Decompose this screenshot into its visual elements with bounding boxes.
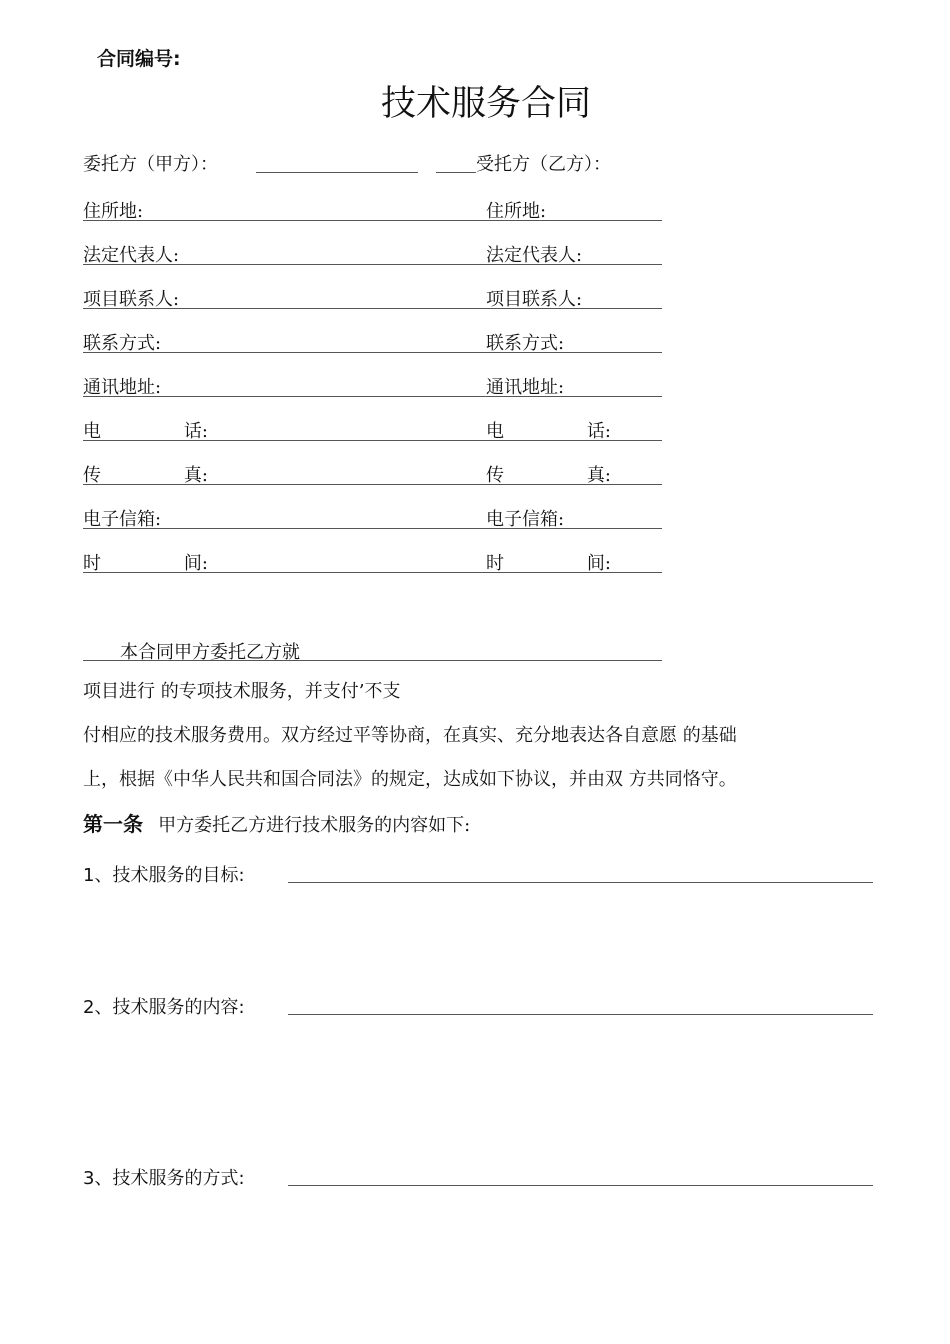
party-b-label: 受托方（乙方）： [476,154,611,175]
time-blank[interactable] [83,572,662,573]
time-char-2: 间: [586,553,611,574]
body-line-3: 付相应的技术服务费用。双方经过平等协商，在真实、充分地表达各自意愿 的基础 [83,725,737,746]
address-blank[interactable] [83,220,662,221]
item-goal-blank[interactable] [288,882,873,883]
item-content-blank[interactable] [288,1014,873,1015]
party-a-label: 委托方（甲方）： [83,154,218,175]
project-name-blank[interactable] [83,660,662,661]
phone-char-2: 话: [586,421,611,442]
item-content-label: 2、技术服务的内容: [83,997,245,1018]
party-b-email-label: 电子信箱: [486,509,565,530]
phone-blank[interactable] [83,440,662,441]
fax-char-1: 传 [83,465,101,486]
body-line-2: 项目进行 的专项技术服务，并支付’不支 [83,681,401,702]
contact-method-blank[interactable] [83,352,662,353]
article-1-text: 甲方委托乙方进行技术服务的内容如下: [158,815,471,836]
time-char-2: 间: [183,553,208,574]
article-1-heading: 第一条 [83,812,143,836]
legal-rep-blank[interactable] [83,264,662,265]
party-b-address-label: 住所地: [486,201,547,222]
item-method-label: 3、技术服务的方式: [83,1168,245,1189]
item-method-blank[interactable] [288,1185,873,1186]
party-b-mail-address-label: 通讯地址: [486,377,565,398]
article-1 [83,808,470,837]
party-b-project-contact-label: 项目联系人: [486,289,583,310]
party-b-legal-rep-label: 法定代表人: [486,245,583,266]
time-char-1: 时 [83,553,101,574]
party-a-legal-rep-label: 法定代表人: [83,245,180,266]
phone-char-1: 电 [486,421,504,442]
party-a-blank[interactable] [256,172,418,173]
contract-number-label: 合同编号: [97,48,181,70]
body-line-4: 上，根据《中华人民共和国合同法》的规定，达成如下协议，并由双 方共同恪守。 [83,769,737,790]
email-blank[interactable] [83,528,662,529]
body-line-1: 本合同甲方委托乙方就 [120,642,300,663]
party-a-mail-address-label: 通讯地址: [83,377,162,398]
party-a-email-label: 电子信箱: [83,509,162,530]
item-goal-label: 1、技术服务的目标: [83,865,245,886]
party-b-contact-method-label: 联系方式: [486,333,565,354]
time-char-1: 时 [486,553,504,574]
party-b-blank-prefix [436,172,476,173]
fax-char-2: 真: [183,465,208,486]
party-a-contact-method-label: 联系方式: [83,333,162,354]
party-a-address-label: 住所地: [83,201,144,222]
phone-char-1: 电 [83,421,101,442]
project-contact-blank[interactable] [83,308,662,309]
party-a-project-contact-label: 项目联系人: [83,289,180,310]
page-title: 技术服务合同 [380,84,591,124]
fax-char-1: 传 [486,465,504,486]
phone-char-2: 话: [183,421,208,442]
mail-address-blank[interactable] [83,396,662,397]
fax-char-2: 真: [586,465,611,486]
fax-blank[interactable] [83,484,662,485]
